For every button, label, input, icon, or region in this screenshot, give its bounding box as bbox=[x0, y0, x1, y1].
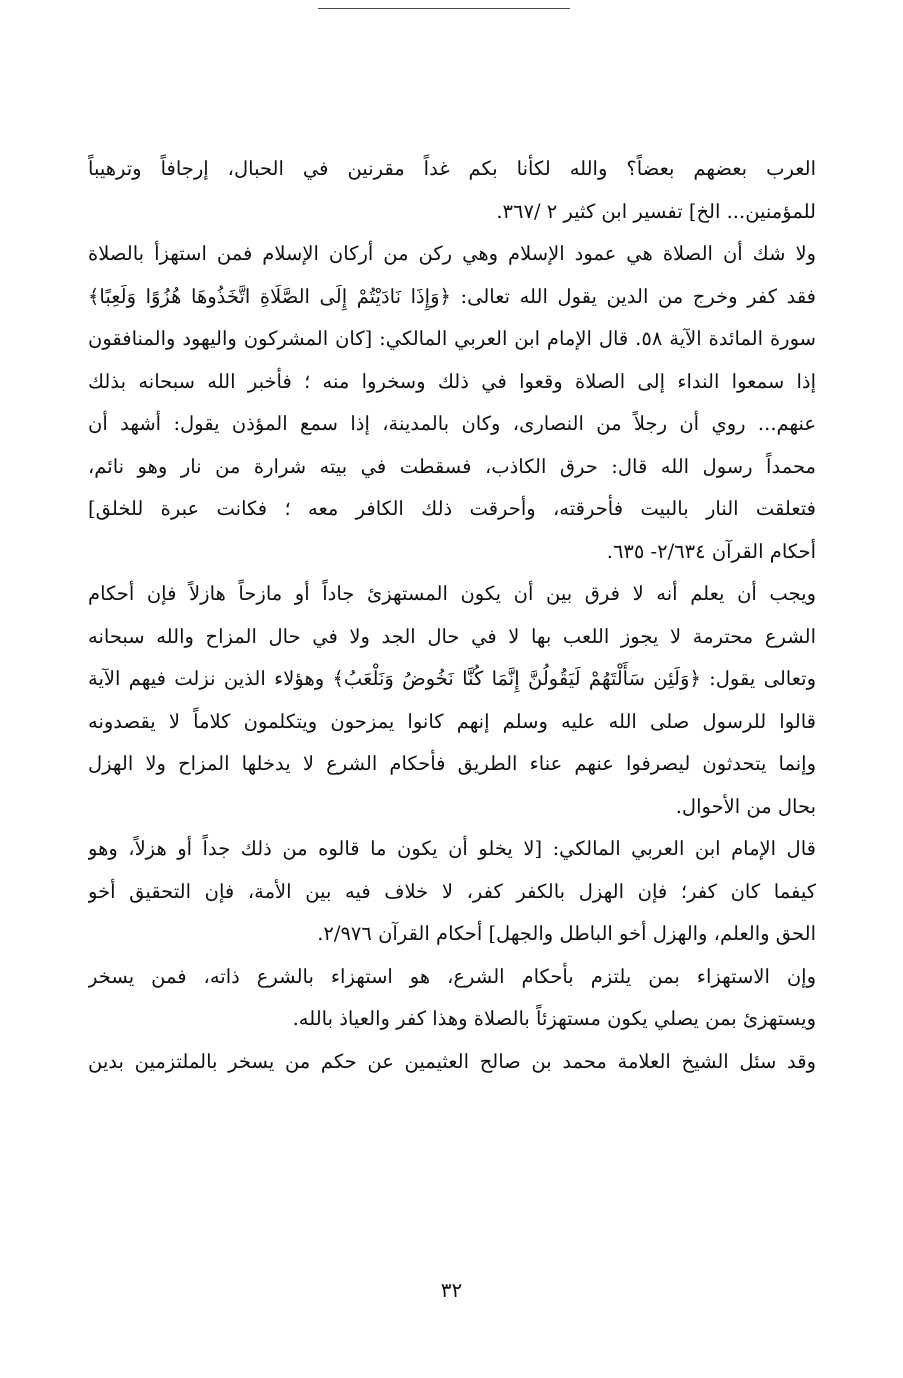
text-line-6: إذا سمعوا النداء إلى الصلاة وقعوا في ذلك وسخروا منه ؛ فأخبر الله سبحانه بذلك bbox=[88, 369, 816, 393]
text-line-4: فقد كفر وخرج من الدين يقول الله تعالى: ﴿وَإِذَا نَادَيْتُمْ إِلَى الصَّلَاةِ اتَّخَذُوهَا هُزُوًا وَلَعِبًا﴾ bbox=[88, 284, 816, 308]
text-line-18: كيفما كان كفر؛ فإن الهزل بالكفر كفر، لا خلاف فيه بين الأمة، فإن التحقيق أخو bbox=[88, 879, 816, 903]
text-line-3: ولا شك أن الصلاة هي عمود الإسلام وهي ركن من أركان الإسلام فمن استهزأ بالصلاة bbox=[88, 242, 816, 265]
text-line-8: محمداً رسول الله قال: حرق الكاذب، فسقطت في بيته شرارة من نار وهو نائم، bbox=[88, 454, 816, 478]
text-line-13: وتعالى يقول: ﴿وَلَئِن سَأَلْتَهُمْ لَيَقُولُنَّ إِنَّمَا كُنَّا نَخُوضُ وَنَلْعَبُ﴾ وهؤلاء الذين نزلت فيهم الآية bbox=[88, 667, 816, 690]
text-line-10: أحكام القرآن ٢/٦٣٤- ٦٣٥. bbox=[606, 539, 816, 563]
body-text bbox=[88, 148, 816, 1083]
text-line-21: ويستهزئ بمن يصلي يكون مستهزئاً بالصلاة وهذا كفر والعياذ بالله. bbox=[292, 1007, 816, 1030]
text-line-17: قال الإمام ابن العربي المالكي: [لا يخلو أن يكون ما قالوه من ذلك جداً أو هزلاً، وهو bbox=[88, 837, 816, 860]
text-line-22: وقد سئل الشيخ العلامة محمد بن صالح العثيمين عن حكم من يسخر بالملتزمين بدين bbox=[88, 1049, 816, 1073]
text-line-14: قالوا للرسول صلى الله عليه وسلم إنهم كانوا يمزحون ويتكلمون كلاماً لا يقصدونه bbox=[88, 709, 816, 733]
text-line-15: وإنما يتحدثون ليصرفوا عنهم عناء الطريق فأحكام الشرع لا يدخلها المزاح ولا الهزل bbox=[88, 752, 816, 775]
text-line-11: ويجب أن يعلم أنه لا فرق بين أن يكون المستهزئ جاداً أو مازحاً هازلاً فإن أحكام bbox=[88, 582, 816, 605]
text-line-5: سورة المائدة الآية ٥٨. قال الإمام ابن العربي المالكي: [كان المشركون واليهود والمنافقون bbox=[88, 327, 816, 350]
text-line-19: الحق والعلم، والهزل أخو الباطل والجهل] أحكام القرآن ٢/٩٧٦. bbox=[317, 922, 816, 945]
text-line-16: بحال من الأحوال. bbox=[675, 794, 816, 818]
text-line-7: عنهم... روي أن رجلاً من النصارى، وكان بالمدينة، إذا سمع المؤذن يقول: أشهد أن bbox=[88, 412, 816, 435]
text-line-20: وإن الاستهزاء بمن يلتزم بأحكام الشرع، هو استهزاء بالشرع ذاته، فمن يسخر bbox=[88, 964, 816, 988]
text-line-1: العرب بعضهم بعضاً؟ والله لكأنا بكم غداً مقرنين في الحبال، إرجافاً وترهيباً bbox=[88, 157, 816, 180]
text-line-2: للمؤمنين... الخ] تفسير ابن كثير ٢ /٣٦٧. bbox=[496, 199, 816, 223]
text-line-12: الشرع محترمة لا يجوز اللعب بها لا في حال الجد ولا في حال المزاح والله سبحانه bbox=[88, 624, 816, 648]
page-number: ٣٢ bbox=[440, 1278, 463, 1302]
top-divider bbox=[318, 8, 570, 9]
text-line-9: فتعلقت النار بالبيت فأحرقته، وأحرقت ذلك الكافر معه ؛ فكانت عبرة للخلق] bbox=[88, 497, 816, 520]
